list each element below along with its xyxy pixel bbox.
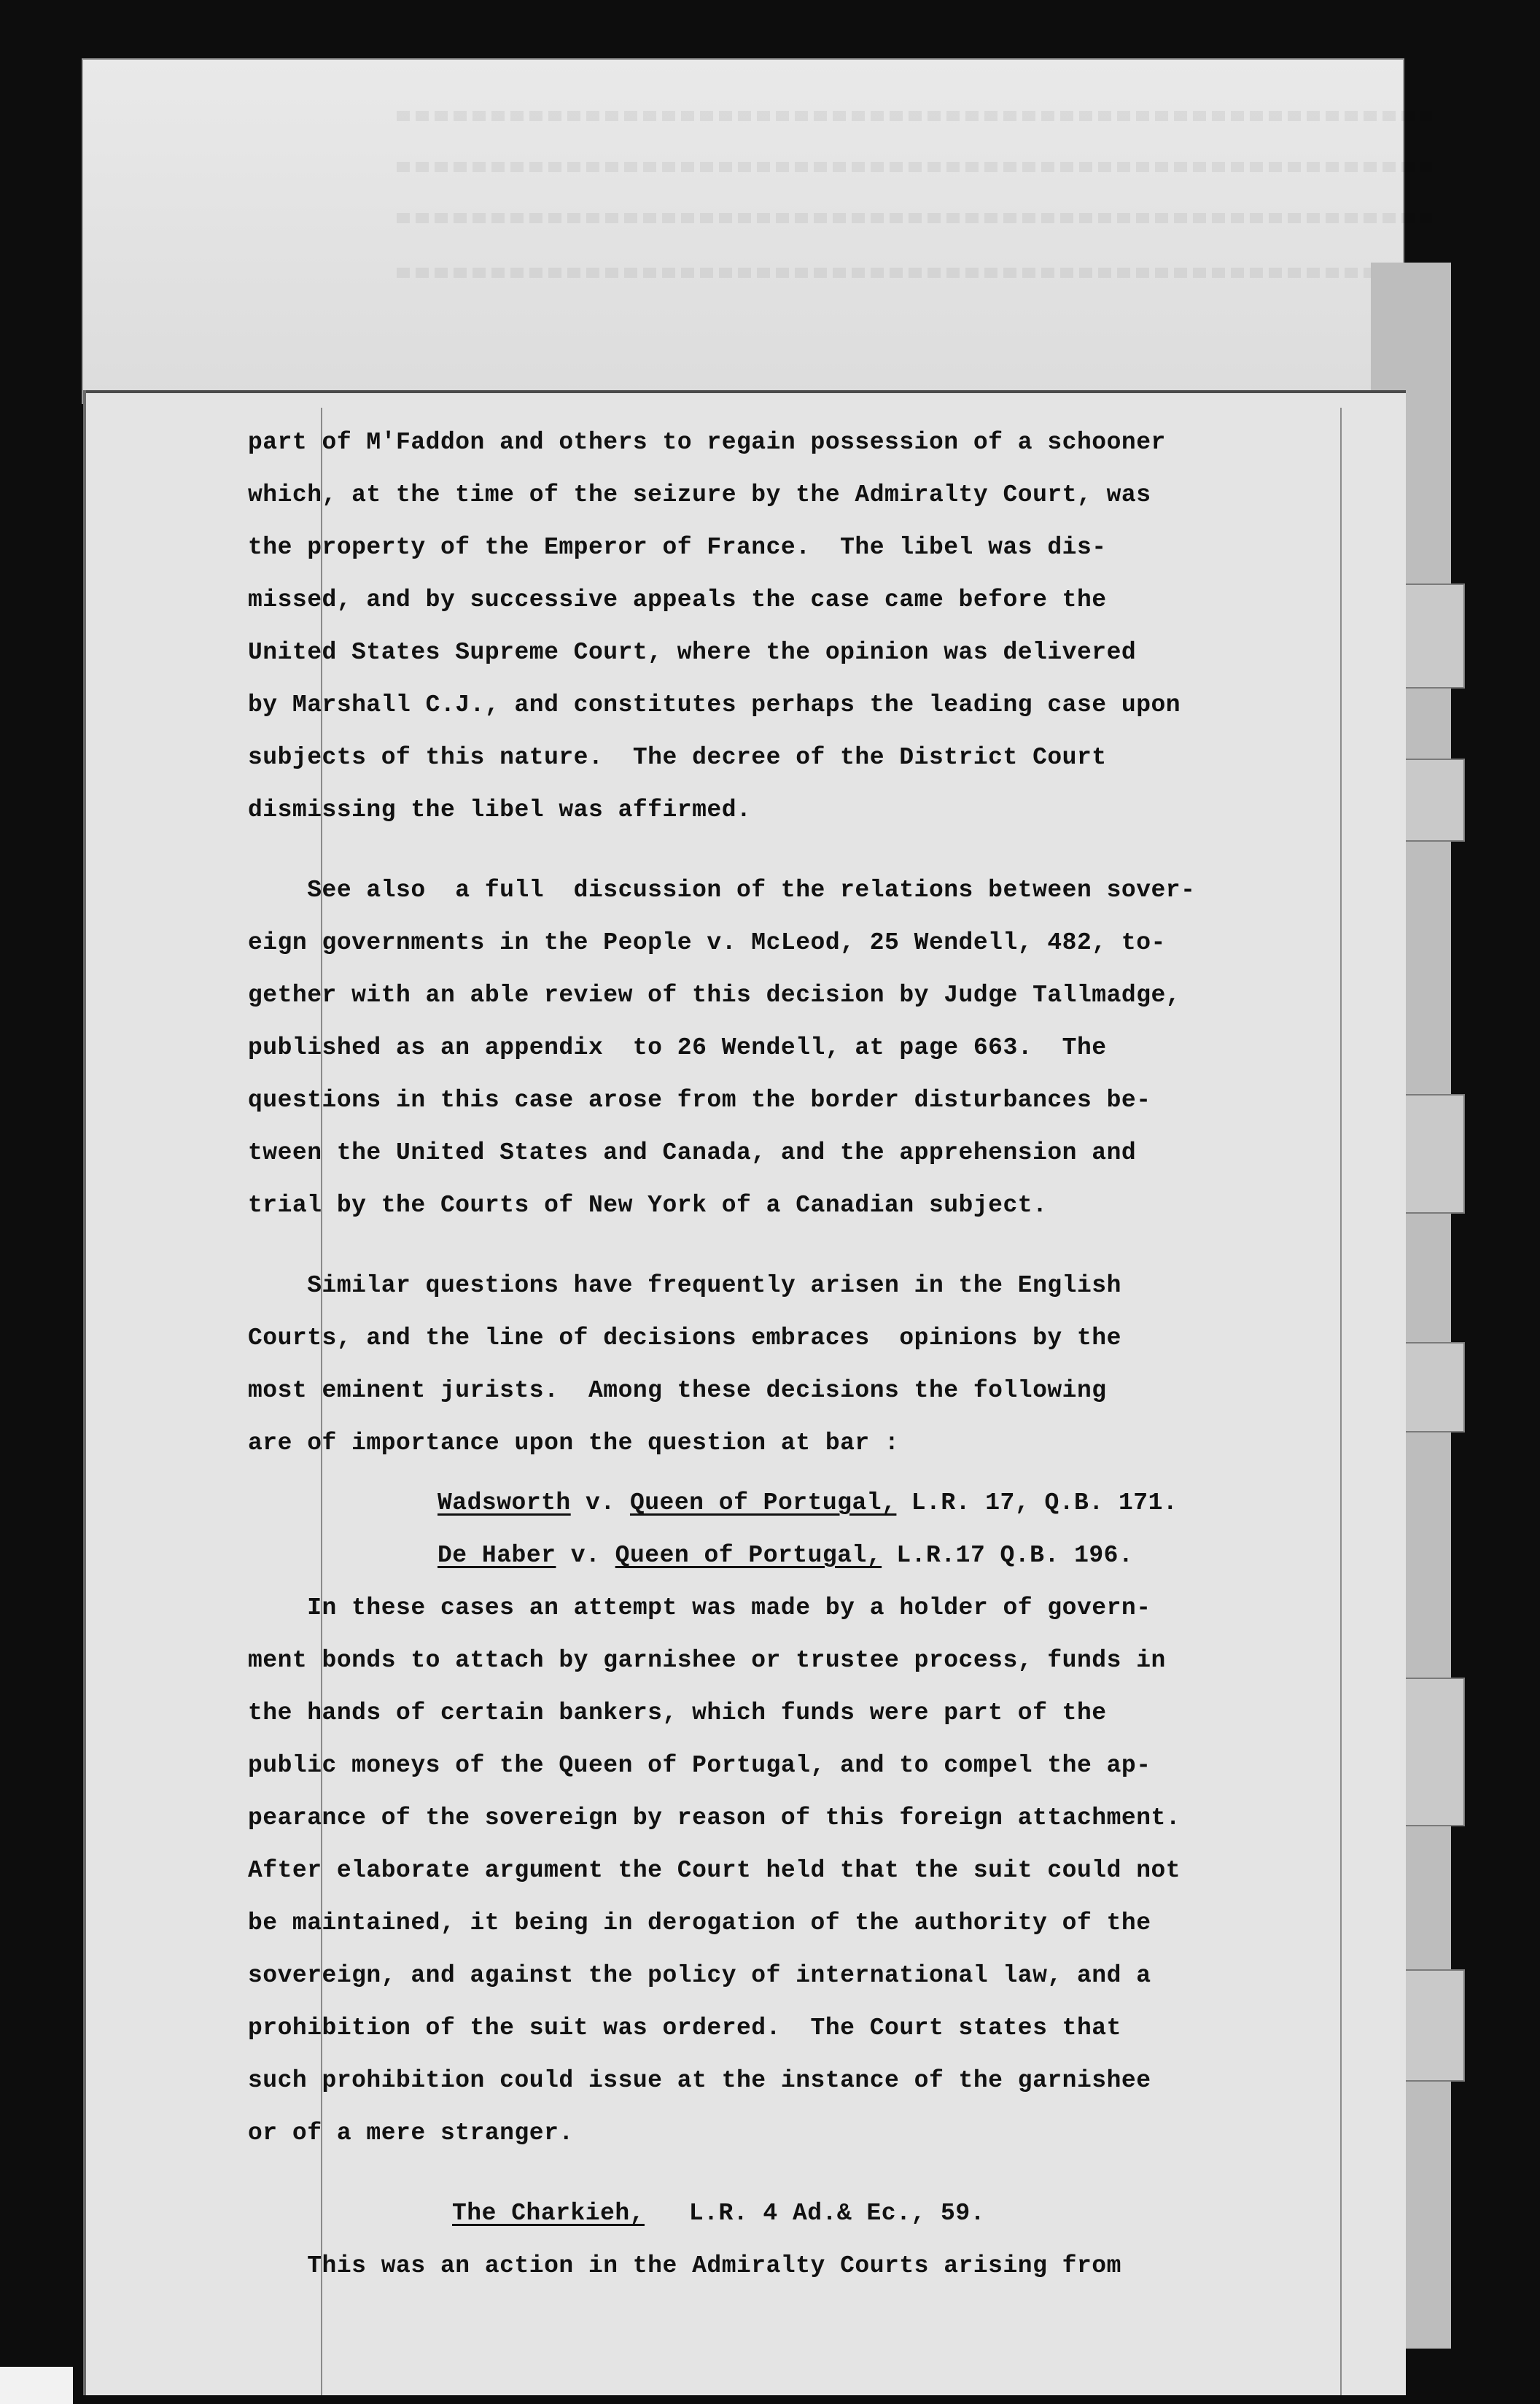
text-line: tween the United States and Canada, and the apprehension and <box>248 1139 1137 1166</box>
text-line: most eminent jurists. Among these decisions the following <box>248 1377 1107 1404</box>
text-line: prohibition of the suit was ordered. The Court states that <box>248 2015 1121 2042</box>
case-name: The Charkieh, <box>452 2200 645 2227</box>
underlying-sheet <box>82 58 1404 404</box>
case-citation: The Charkieh, L.R. 4 Ad.& Ec., 59. <box>452 2200 985 2227</box>
bleed-through-line <box>397 268 1432 278</box>
text-line: by Marshall C.J., and constitutes perhaps the leading case upon <box>248 691 1181 718</box>
text-line: See also a full discussion of the relations between sover- <box>248 877 1196 904</box>
case-party: Queen of Portugal, <box>629 1489 897 1516</box>
text-line: gether with an able review of this decision by Judge Tallmadge, <box>248 982 1181 1009</box>
text-line: Similar questions have frequently arisen in the English <box>248 1272 1121 1299</box>
text-line: which, at the time of the seizure by the Admiralty Court, was <box>248 481 1151 508</box>
text-line: public moneys of the Queen of Portugal, and to compel the ap- <box>248 1752 1151 1779</box>
bleed-through-line <box>397 213 1432 223</box>
scanner-corner-mark <box>0 2367 73 2404</box>
text-line: pearance of the sovereign by reason of this foreign attachment. <box>248 1804 1181 1831</box>
right-margin-rule <box>1340 408 1342 2395</box>
case-name: Wadsworth <box>438 1489 571 1516</box>
text-line: ment bonds to attach by garnishee or trustee process, funds in <box>248 1647 1166 1674</box>
text-line: eign governments in the People v. McLeod, 25 Wendell, 482, to- <box>248 929 1166 956</box>
text-line: sovereign, and against the policy of international law, and a <box>248 1962 1151 1989</box>
bleed-through-line <box>397 111 1432 121</box>
text-line: questions in this case arose from the border disturbances be- <box>248 1087 1151 1114</box>
text-line: This was an action in the Admiralty Courts arising from <box>248 2252 1121 2279</box>
text-line: dismissing the libel was affirmed. <box>248 796 752 823</box>
text-line: missed, and by successive appeals the case came before the <box>248 586 1107 613</box>
text-line: United States Supreme Court, where the opinion was delivered <box>248 639 1137 666</box>
case-name: De Haber <box>438 1542 556 1569</box>
text-line: In these cases an attempt was made by a holder of govern- <box>248 1594 1151 1621</box>
text-line: part of M'Faddon and others to regain possession of a schooner <box>248 429 1166 456</box>
case-citation: De Haber v. Queen of Portugal, L.R.17 Q.B. 196. <box>438 1542 1134 1569</box>
bleed-through-line <box>397 162 1432 172</box>
text-line: After elaborate argument the Court held that the suit could not <box>248 1857 1181 1884</box>
text-line: such prohibition could issue at the instance of the garnishee <box>248 2067 1151 2094</box>
case-party: Queen of Portugal, <box>615 1542 882 1569</box>
text-line: are of importance upon the question at bar : <box>248 1430 900 1457</box>
text-line: trial by the Courts of New York of a Canadian subject. <box>248 1192 1048 1219</box>
text-line: Courts, and the line of decisions embraces opinions by the <box>248 1325 1121 1352</box>
text-line: subjects of this nature. The decree of the District Court <box>248 744 1107 771</box>
text-line: the hands of certain bankers, which funds were part of the <box>248 1699 1107 1726</box>
text-line: be maintained, it being in derogation of the authority of the <box>248 1909 1151 1936</box>
text-line: published as an appendix to 26 Wendell, at page 663. The <box>248 1034 1107 1061</box>
text-line: or of a mere stranger. <box>248 2120 574 2147</box>
text-line: the property of the Emperor of France. The libel was dis- <box>248 534 1107 561</box>
case-citation: Wadsworth v. Queen of Portugal, L.R. 17, Q.B. 171. <box>438 1489 1178 1516</box>
